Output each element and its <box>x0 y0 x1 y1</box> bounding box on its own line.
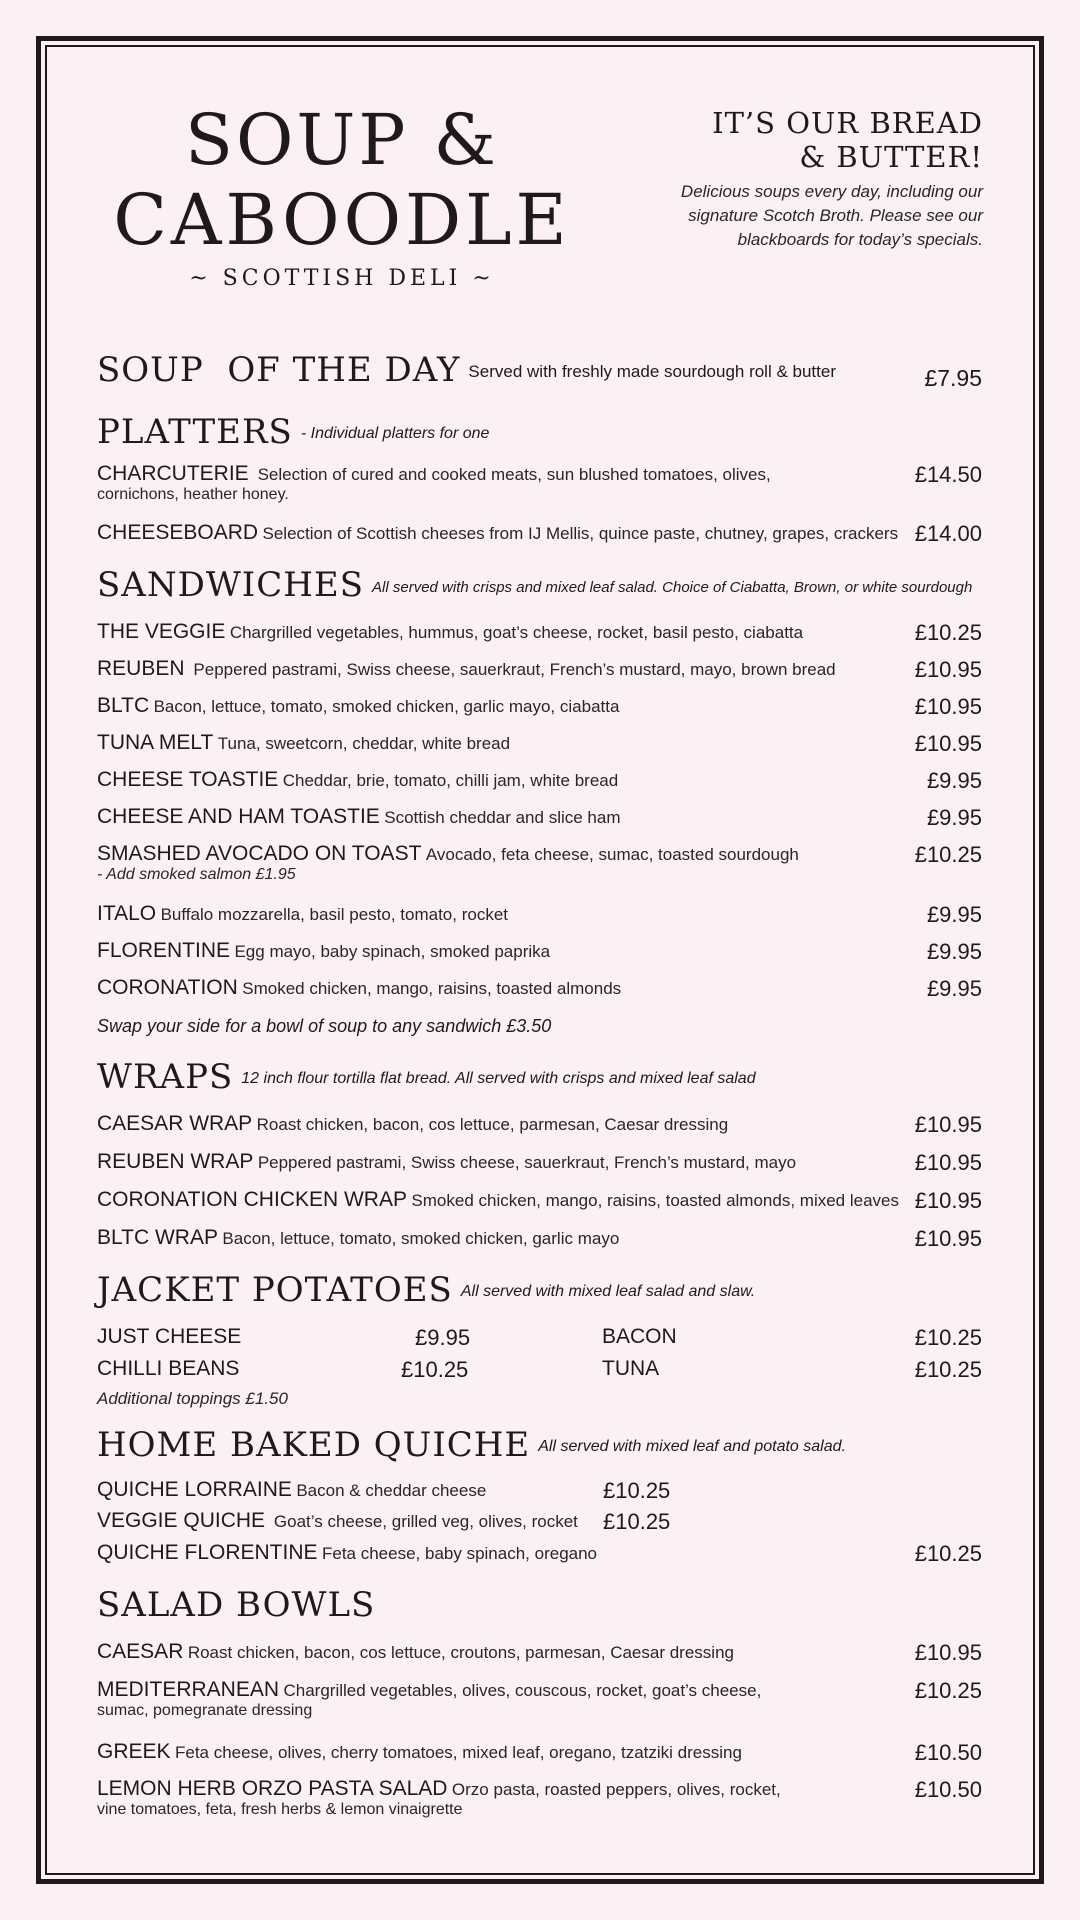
menu-item: CHEESEBOARD Selection of Scottish cheeses from IJ Mellis, quince paste, chutney, grapes, crackers £14.00 <box>97 521 982 546</box>
platters-note: - Individual platters for one <box>300 425 490 442</box>
tagline-block <box>603 106 983 252</box>
menu-item: VEGGIE QUICHE Goat’s cheese, grilled veg, olives, rocket £10.25 <box>97 1509 671 1534</box>
menu-item: THE VEGGIE Chargrilled vegetables, hummus, goat’s cheese, rocket, basil pesto, ciabatta £10.25 <box>97 620 982 645</box>
menu-item: CORONATION Smoked chicken, mango, raisins, toasted almonds £9.95 <box>97 976 982 1001</box>
platters-heading: PLATTERS - Individual platters for one <box>97 412 490 452</box>
menu-item: REUBEN Peppered pastrami, Swiss cheese, sauerkraut, French’s mustard, mayo, brown bread £10.95 <box>97 657 982 682</box>
sandwich-swap-note: Swap your side for a bowl of soup to any sandwich £3.50 <box>97 1016 552 1036</box>
jacket-item-name: CHILLI BEANS <box>97 1357 240 1380</box>
menu-item: CHEESE TOASTIE Cheddar, brie, tomato, chilli jam, white bread £9.95 <box>97 768 982 793</box>
menu-item: CAESAR WRAP Roast chicken, bacon, cos lettuce, parmesan, Caesar dressing £10.95 <box>97 1112 982 1137</box>
jacket-item-price: £10.25 <box>914 1357 982 1382</box>
jacket-item-name: TUNA <box>602 1357 660 1380</box>
jacket-note: All served with mixed leaf salad and slaw. <box>460 1283 756 1300</box>
menu-item: BLTC Bacon, lettuce, tomato, smoked chicken, garlic mayo, ciabatta £10.95 <box>97 694 982 719</box>
menu-item: MEDITERRANEAN Chargrilled vegetables, olives, couscous, rocket, goat’s cheese, sumac, pomegranate dressing £10.25 <box>97 1678 982 1719</box>
sandwiches-heading: SANDWICHES All served with crisps and mixed leaf salad. Choice of Ciabatta, Brown, or white sourdough <box>97 565 973 605</box>
tagline-title: IT’S OUR BREAD & BUTTER! <box>712 106 983 174</box>
quiche-heading: HOME BAKED QUICHE All served with mixed leaf and potato salad. <box>97 1425 846 1465</box>
menu-item: CHEESE AND HAM TOASTIE Scottish cheddar and slice ham £9.95 <box>97 805 982 830</box>
jacket-item-price: £10.25 <box>401 1357 469 1382</box>
jacket-potatoes-heading: JACKET POTATOES All served with mixed leaf salad and slaw. <box>97 1270 756 1310</box>
quiche-note: All served with mixed leaf and potato salad. <box>538 1438 846 1455</box>
menu-item: QUICHE LORRAINE Bacon & cheddar cheese £10.25 <box>97 1478 671 1503</box>
jacket-additional-note: Additional toppings £1.50 <box>97 1389 288 1408</box>
wraps-note: 12 inch flour tortilla flat bread. All served with crisps and mixed leaf salad <box>241 1070 756 1087</box>
menu-item: SMASHED AVOCADO ON TOAST Avocado, feta cheese, sumac, toasted sourdough - Add smoked salmon £1.95 £10.25 <box>97 842 982 883</box>
brand-name-line2: CABOODLE <box>113 179 571 261</box>
soup-heading: SOUP OF THE DAY Served with freshly made sourdough roll & butter <box>97 350 836 390</box>
menu-item: CAESAR Roast chicken, bacon, cos lettuce, croutons, parmesan, Caesar dressing £10.95 <box>97 1640 982 1665</box>
menu-item: TUNA MELT Tuna, sweetcorn, cheddar, white bread £10.95 <box>97 731 982 756</box>
soup-price: £7.95 <box>924 365 982 391</box>
salad-bowls-heading: SALAD BOWLS <box>97 1585 376 1625</box>
menu-item: LEMON HERB ORZO PASTA SALAD Orzo pasta, roasted peppers, olives, rocket, vine tomatoes, feta, fresh herbs & lemon vinaigrette £10.50 <box>97 1777 982 1818</box>
menu-item: REUBEN WRAP Peppered pastrami, Swiss cheese, sauerkraut, French’s mustard, mayo £10.95 <box>97 1150 982 1175</box>
menu-item: CORONATION CHICKEN WRAP Smoked chicken, mango, raisins, toasted almonds, mixed leaves £10.95 <box>97 1188 982 1213</box>
jacket-item-name: BACON <box>602 1325 677 1348</box>
menu-item: ITALO Buffalo mozzarella, basil pesto, tomato, rocket £9.95 <box>97 902 982 927</box>
menu-item: GREEK Feta cheese, olives, cherry tomatoes, mixed leaf, oregano, tzatziki dressing £10.50 <box>97 1740 982 1765</box>
soup-note: Served with freshly made sourdough roll & butter <box>468 362 836 381</box>
brand-logo <box>97 100 587 291</box>
menu-item: FLORENTINE Egg mayo, baby spinach, smoked paprika £9.95 <box>97 939 982 964</box>
brand-subtitle: ~ SCOTTISH DELI ~ <box>189 266 495 291</box>
jacket-item-price: £10.25 <box>914 1325 982 1350</box>
menu-item: QUICHE FLORENTINE Feta cheese, baby spinach, oregano £10.25 <box>97 1541 982 1566</box>
menu-item: CHARCUTERIE Selection of cured and cooked meats, sun blushed tomatoes, olives, cornichons, heather honey. £14.50 <box>97 462 982 503</box>
wraps-heading: WRAPS 12 inch flour tortilla flat bread. All served with crisps and mixed leaf salad <box>97 1057 756 1097</box>
jacket-item-price: £9.95 <box>415 1325 471 1350</box>
sandwiches-note: All served with crisps and mixed leaf salad. Choice of Ciabatta, Brown, or white sourdough <box>372 578 973 596</box>
menu-item: BLTC WRAP Bacon, lettuce, tomato, smoked chicken, garlic mayo £10.95 <box>97 1226 982 1251</box>
tagline-text: Delicious soups every day, including our signature Scotch Broth. Please see our blackboards for today’s specials. <box>680 182 983 249</box>
brand-name-line1: SOUP & <box>185 99 499 181</box>
jacket-item-name: JUST CHEESE <box>97 1325 242 1348</box>
